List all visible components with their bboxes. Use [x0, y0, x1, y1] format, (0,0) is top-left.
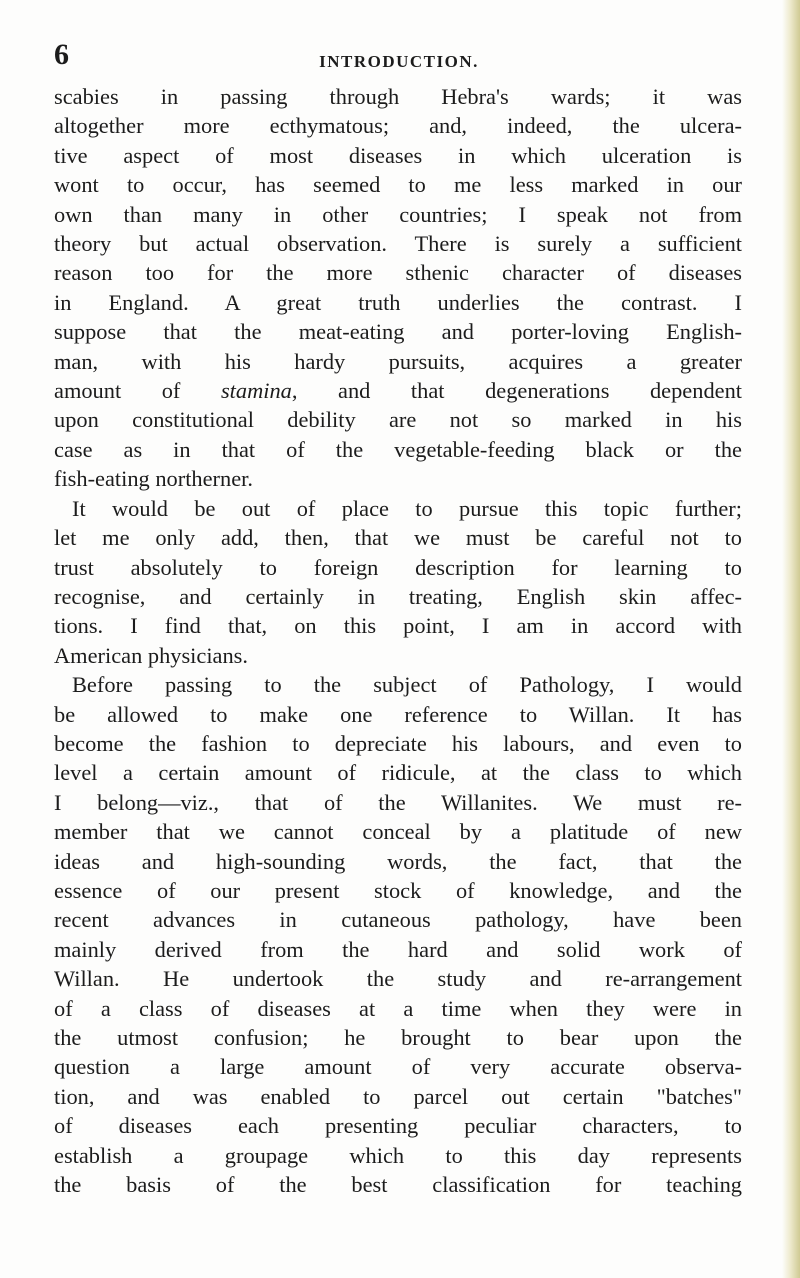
text-line: member that we cannot conceal by a platitude of new — [54, 819, 742, 845]
text-line: tions. I find that, on this point, I am in accord with — [54, 613, 742, 639]
page-edge — [782, 0, 800, 1278]
text-line: man, with his hardy pursuits, acquires a greater — [54, 348, 742, 374]
text-line: recognise, and certainly in treating, English skin affec- — [54, 583, 742, 609]
text-line: own than many in other countries; I speak not from — [54, 201, 742, 227]
text-line: question a large amount of very accurate observa- — [54, 1054, 742, 1080]
text-line: tion, and was enabled to parcel out certain "batches" — [54, 1083, 742, 1109]
text-line: scabies in passing through Hebra's wards; it was — [54, 84, 742, 109]
text-line: It would be out of place to pursue this topic further; — [72, 495, 742, 521]
text-line: case as in that of the vegetable-feeding black or the — [54, 436, 742, 462]
text-line: theory but actual observation. There is surely a sufficient — [54, 231, 742, 257]
text-line: in England. A great truth underlies the contrast. I — [54, 289, 742, 315]
page-number: 6 — [54, 38, 70, 71]
text-line: American physicians. — [54, 642, 248, 668]
text-line: establish a groupage which to this day represents — [54, 1142, 742, 1168]
text-line: tive aspect of most diseases in which ulceration is — [54, 142, 742, 168]
emphasis: stamina — [220, 378, 292, 404]
text-line: suppose that the meat-eating and porter-loving English- — [54, 319, 742, 345]
text-line: fish-eating northerner. — [54, 466, 253, 492]
text-line: recent advances in cutaneous pathology, have been — [54, 907, 742, 933]
text-line: altogether more ecthymatous; and, indeed, the ulcera- — [54, 113, 742, 139]
text-line: of diseases each presenting peculiar characters, to — [54, 1113, 742, 1139]
text-line: reason too for the more sthenic character of diseases — [54, 260, 742, 286]
text-line: the utmost confusion; he brought to bear upon the — [54, 1025, 742, 1050]
text-line: essence of our present stock of knowledge, and the — [54, 877, 742, 903]
running-title: INTRODUCTION. — [319, 52, 479, 71]
body-text — [54, 82, 742, 1199]
text-line: trust absolutely to foreign description for learning to — [54, 554, 742, 580]
text-line: amount of stamina, and that degenerations dependent — [54, 378, 742, 404]
text-line: wont to occur, has seemed to me less marked in our — [54, 172, 742, 198]
text-line: of a class of diseases at a time when they were in — [54, 995, 742, 1021]
text-line: let me only add, then, that we must be careful not to — [54, 525, 742, 551]
text-line: become the fashion to depreciate his labours, and even to — [54, 730, 742, 756]
text-line: level a certain amount of ridicule, at the class to which — [54, 760, 742, 786]
text-line: ideas and high-sounding words, the fact, that the — [54, 848, 742, 874]
text-line: I belong—viz., that of the Willanites. We must re- — [54, 789, 742, 815]
text-line: be allowed to make one reference to Willan. It has — [54, 701, 742, 727]
text-line: upon constitutional debility are not so marked in his — [54, 407, 742, 433]
text-line: Before passing to the subject of Pathology, I would — [72, 672, 742, 698]
page-header — [54, 38, 744, 78]
text-line: the basis of the best classification for teaching — [54, 1172, 742, 1198]
text-line: mainly derived from the hard and solid work of — [54, 936, 742, 962]
text-line: Willan. He undertook the study and re-arrangement — [54, 966, 742, 992]
